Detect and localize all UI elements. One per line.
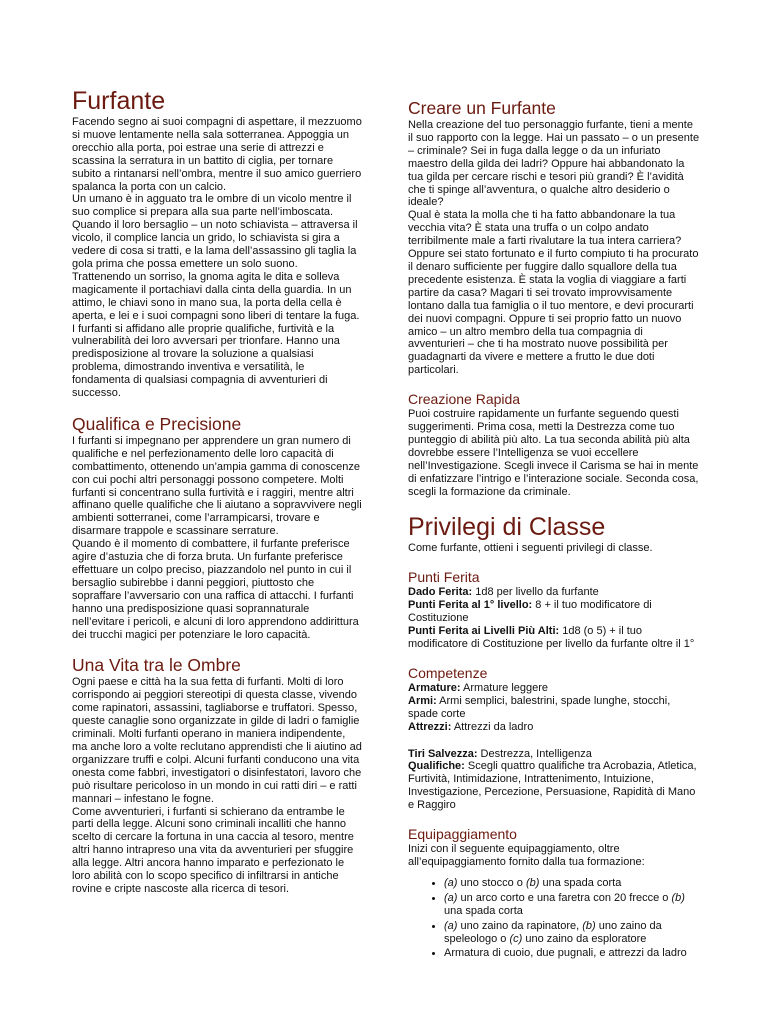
equipment-list [408,877,700,960]
list-item: • (a) uno zaino da rapinatore, (b) uno zaino da speleologo o (c) uno zaino da esploratore [444,920,700,946]
right-column [408,98,700,962]
comp-line-2: Armi: Armi semplici, balestrini, spade lunghe, stocchi, spade corte [408,694,671,720]
equip-intro: Inizi con il seguente equipaggiamento, oltre all’equipaggiamento fornito dalla tua formazione: [408,843,645,868]
intro-paragraph-2: Un umano è in agguato tra le ombre di un vicolo mentre il suo complice si prepara alla sua parte nell’imboscata. Quando il loro bersaglio – un noto schiavista – attraversa il vicolo, il complice lancia un grido, lo schiavista si gira a vedere di cosa si tratti, e la lama dell’assassino gli taglia la gola prima che possa emettere un solo suono. [72,193,358,270]
vita-paragraph-2: Come avventurieri, i furfanti si schierano da entrambe le parti della legge. Alcuni sono criminali incalliti che hanno scelto di cercare la fortuna in una caccia al tesoro, mentre altri hanno intrapreso una vita da avventurieri per sfuggire alla legge. Altri ancora hanno imparato e perfezionato le loro abilità con lo scopo specifico di infiltrarsi in antiche rovine e cripte nascoste alla ricerca di tesori. [72,805,354,895]
hp-line-3: Punti Ferita ai Livelli Più Alti: 1d8 (o 5) + il tuo modificatore di Costituzione per livello da furfante oltre il 1° [408,625,695,650]
section-heading-creare: Creare un Furfante [408,98,556,118]
intro-paragraph-3: Trattenendo un sorriso, la gnoma agita le dita e solleva magicamente il portachiavi dalla cinta della guardia. In un attimo, le chiavi sono in mano sua, la porta della cella è aperta, e lei e i suoi compagni sono liberi di tentare la fuga. [72,270,360,322]
list-item: • Armatura di cuoio, due pugnali, e attrezzi da ladro [444,947,700,960]
vita-paragraph-1: Ogni paese e città ha la sua fetta di furfanti. Molti di loro corrispondo ai peggiori stereotipi di questa classe, vivendo come rapinatori, assassini, tagliaborse e truffatori. Spesso, queste canaglie sono organizzate in gilde di ladri o famiglie criminali. Molti furfanti operano in maniera indipendente, ma anche loro a volte reclutano apprendisti che li aiutino ad organizzare truffi e colpi. Alcuni furfanti conducono una vita onesta come fabbri, investigatori o disinfestatori, lavoro che può risultare pericoloso in un mondo in cui ratti diri – e ratti mannari – infestano le fogne. [72,676,362,805]
comp2-line-1: Tiri Salvezza: Destrezza, Intelligenza [408,747,592,760]
privileges-title: Privilegi di Classe [408,513,606,542]
section-heading-vita: Una Vita tra le Ombre [72,655,241,676]
creare-paragraph-2: Qual è stata la molla che ti ha fatto abbandonare la tua vecchia vita? È stata una truffa o un colpo andato terribilmente male a farti rivalutare la tua intera carriera? Oppure sei stato fortunato e il furto compiuto ti ha procurato il denaro sufficiente per fuggire dallo squallore della tua precedente esistenza. È stata la voglia di viaggiare a farti partire da casa? Magari ti sei trovato improvvisamente lontano dalla tua famiglia o il tuo mentore, e devi procurarti dei nuovi compagni. Oppure ti sei proprio fatto un nuovo amico – un altro membro della tua compagnia di avventurieri – che ti ha mostrato nuove possibilità per guadagnarti da vivere e mettere a frutto le due doti particolari. [408,209,699,377]
comp-line-3: Attrezzi: Attrezzi da ladro [408,720,534,733]
creazione-rapida-paragraph: Puoi costruire rapidamente un furfante seguendo questi suggerimenti. Prima cosa, metti la Destrezza come tuo punteggio di abilità più alto. La tua seconda abilità più alta dovrebbe essere l’Intelligenza se vuoi eccellere nell’Investigazione. Scegli invece il Carisma se hai in mente di enfatizzare l’intrigo e l’interazione sociale. Seconda cosa, scegli la formazione da criminale. [408,408,699,498]
hp-line-1: Dado Ferita: 1d8 per livello da furfante [408,586,599,599]
page-title: Furfante [72,87,166,115]
list-item: • (a) uno stocco o (b) una spada corta [444,877,700,890]
left-column [72,86,362,896]
intro-paragraph-1: Facendo segno ai suoi compagni di aspettare, il mezzuomo si muove lentamente nella sala sotterranea. Appoggia un orecchio alla porta, poi estrae una serie di attrezzi e scassina la serratura in un battito di ciglia, per tornare subito a rintanarsi nell’ombra, mentre il suo amico guerriero spalanca la porta con un calcio. [72,116,362,193]
qualifica-paragraph-2: Quando è il momento di combattere, il furfante preferisce agire d’astuzia che di forza bruta. Un furfante preferisce effettuare un colpo preciso, piazzandolo nel punto in cui il bersaglio subirebbe i danni peggiori, piuttosto che sopraffare l’avversario con una raffica di attacchi. I furfanti hanno una predisposizione quasi soprannaturale nell’evitare i pericoli, e alcuni di loro apprendono addirittura dei trucchi magici per potenziare le loro capacità. [72,538,359,641]
privileges-intro: Come furfante, ottieni i seguenti privilegi di classe. [408,542,653,555]
hp-line-2: Punti Ferita al 1° livello: 8 + il tuo modificatore di Costituzione [408,599,652,625]
section-heading-punti-ferita: Punti Ferita [408,569,480,586]
comp2-line-2: Qualifiche: Scegli quattro qualifiche tra Acrobazia, Atletica, Furtività, Intimidazione, Intrattenimento, Intuizione, Investigazione, Percezione, Persuasione, Rapidità di Mano e Raggiro [408,760,697,812]
comp-line-1: Armature: Armature leggere [408,681,549,694]
creare-paragraph-1: Nella creazione del tuo personaggio furfante, tieni a mente il suo rapporto con la legge. Hai un passato – o un presente – criminale? Sei in fuga dalla legge o da un infuriato maestro della gilda dei ladri? Oppure hai abbandonato la tua gilda per cercare rischi e tesori più grandi? È l’avidità che ti spinge all’avventura, o qualche altro desiderio o ideale? [408,119,700,209]
qualifica-paragraph-1: I furfanti si impegnano per apprendere un gran numero di qualifiche e nel perfezionamento delle loro capacità di combattimento, ottenendo un’ampia gamma di conoscenze con cui pochi altri personaggi possono competere. Molti furfanti si concentrano sulla furtività e i raggiri, mentre altri affinano quelle qualifiche che li aiutano a sopravvivere negli ambienti sotterranei, come l’arrampicarsi, trovare e disarmare trappole e scassinare serrature. [72,434,362,538]
intro-paragraph-4: I furfanti si affidano alle proprie qualifiche, furtività e la vulnerabilità dei loro avversari per trionfare. Hanno una predisposizione al trovare la soluzione a qualsiasi problema, dimostrando inventiva e versatilità, le fondamenta di qualsiasi compagnia di avventurieri di successo. [72,322,340,400]
section-heading-qualifica: Qualifica e Precisione [72,413,242,434]
section-heading-creazione-rapida: Creazione Rapida [408,391,521,408]
section-heading-equipaggiamento: Equipaggiamento [408,826,517,843]
list-item: • (a) un arco corto e una faretra con 20 frecce o (b) una spada corta [444,892,700,918]
section-heading-competenze: Competenze [408,664,488,681]
